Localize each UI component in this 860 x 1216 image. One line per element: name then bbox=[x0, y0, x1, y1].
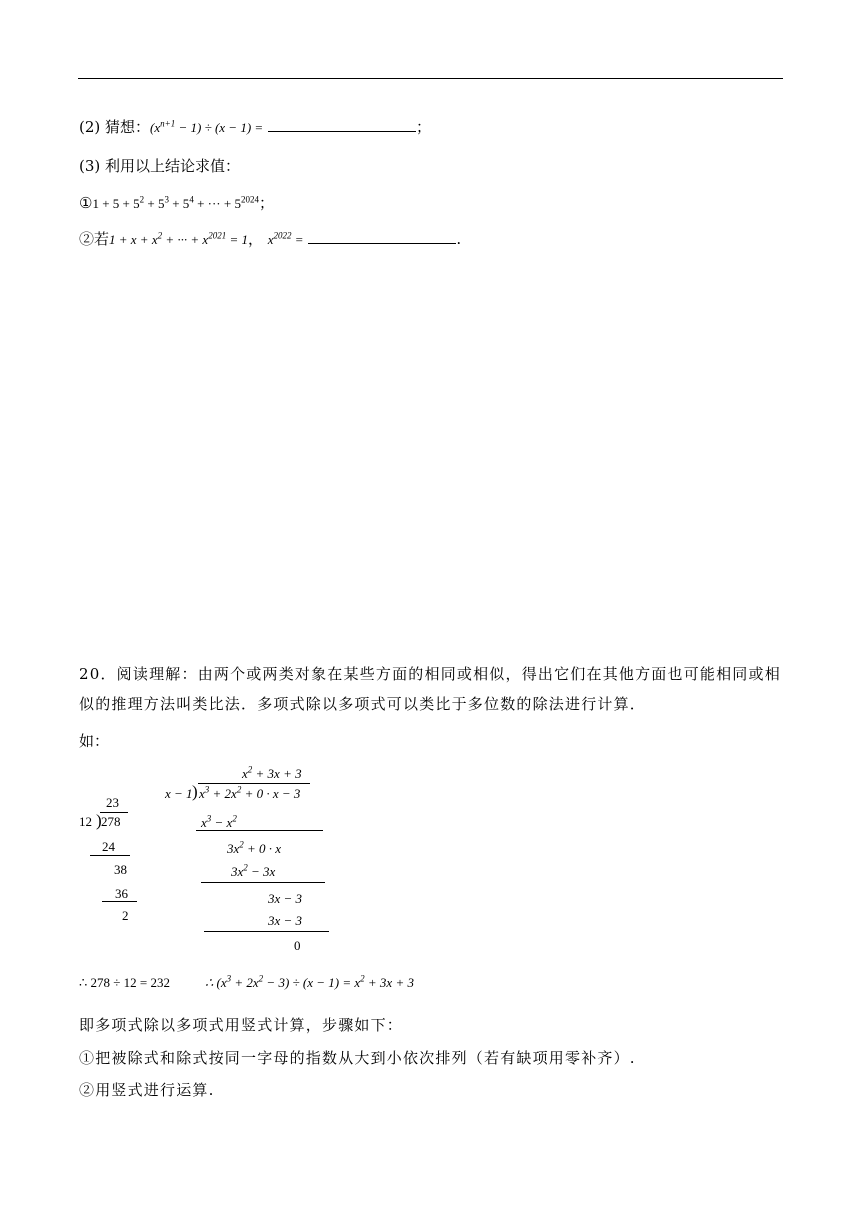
poly-dividend: $x^3 + 2x^2 + 0 \cdot x - 3$ bbox=[199, 784, 301, 801]
q19-part2 bbox=[79, 117, 431, 138]
numeric-line-2 bbox=[102, 901, 137, 902]
answer-blank-1[interactable] bbox=[268, 118, 416, 132]
q19-part2-expression: $(x^{n+1} - 1) \div (x - 1)$ = bbox=[150, 118, 264, 135]
numeric-line-1 bbox=[90, 855, 130, 856]
poly-line-3 bbox=[204, 931, 329, 932]
poly-line-1 bbox=[196, 830, 323, 831]
q19-part3a-expression: $1 + 5 + 5^2 + 5^3 + 5^4$ + ··· + $5^{2024}$ bbox=[92, 194, 259, 211]
poly-remainder2: 3x − 3 bbox=[268, 891, 303, 906]
q20-intro: 20．阅读理解：由两个或两类对象在某些方面的相同或相似，得出它们在其他方面也可能相同或相似的推理方法叫类比法．多项式除以多项式可以类比于多位数的除法进行计算． bbox=[79, 665, 781, 713]
numeric-division-bracket: ) bbox=[96, 811, 102, 830]
q19-part3b-expression2: $x^{2022}$ = bbox=[267, 230, 304, 247]
numeric-divisor: 12 bbox=[79, 814, 92, 829]
numeric-dividend: 278 bbox=[101, 814, 121, 829]
numeric-quotient: 23 bbox=[106, 795, 119, 810]
q19-part3b-end: . bbox=[456, 230, 462, 248]
q20-example-label: 如： bbox=[79, 732, 110, 750]
poly-divisor: x − 1 bbox=[165, 786, 193, 801]
poly-step3: 3x − 3 bbox=[268, 913, 303, 928]
header-rule bbox=[78, 78, 783, 79]
steps-intro: 即多项式除以多项式用竖式计算，步骤如下： bbox=[79, 1016, 404, 1034]
q19-part3a-end: ； bbox=[258, 194, 274, 212]
q19-part2-label: (2) 猜想： bbox=[79, 118, 151, 136]
q19-part3a bbox=[79, 193, 274, 214]
numeric-remainder2: 2 bbox=[122, 908, 129, 923]
q19-part3-label: (3) 利用以上结论求值： bbox=[79, 157, 241, 175]
poly-step1: $x^3 - x^2$ bbox=[201, 813, 237, 830]
q19-part3b-separator: ， bbox=[247, 230, 263, 248]
q19-part3b-label: ②若 bbox=[79, 230, 110, 248]
answer-blank-2[interactable] bbox=[308, 230, 456, 244]
poly-quotient: $x^2 + 3x + 3$ bbox=[242, 764, 302, 781]
step-2: ②用竖式进行运算. bbox=[79, 1081, 215, 1099]
q19-part3b-expression: $1 + x + x^2$ + ··· + $x^{2021} = 1$ bbox=[109, 230, 248, 247]
numeric-remainder1: 38 bbox=[114, 862, 127, 877]
poly-division-bar bbox=[198, 783, 310, 784]
numeric-division-bar bbox=[100, 812, 128, 813]
result-polynomial: ∴ $(x^3 + 2x^2 - 3) \div (x - 1) = x^2 + 3x + 3$ bbox=[205, 973, 414, 990]
result-numeric: ∴ 278 ÷ 12 = 232 bbox=[79, 975, 170, 990]
step-1: ①把被除式和除式按同一字母的指数从大到小依次排列（若有缺项用零补齐）. bbox=[79, 1049, 636, 1067]
q19-part3a-label: ① bbox=[79, 194, 93, 212]
q19-part2-end: ； bbox=[415, 118, 431, 136]
poly-step2: $3x^2 - 3x$ bbox=[231, 862, 276, 879]
poly-remainder1: $3x^2 + 0 \cdot x$ bbox=[227, 839, 282, 856]
poly-remainder3: 0 bbox=[294, 938, 301, 953]
poly-division-bracket: ) bbox=[192, 782, 198, 801]
poly-line-2 bbox=[201, 882, 325, 883]
q19-part3b bbox=[79, 229, 461, 250]
numeric-step1: 24 bbox=[102, 839, 115, 854]
numeric-step2: 36 bbox=[115, 886, 128, 901]
